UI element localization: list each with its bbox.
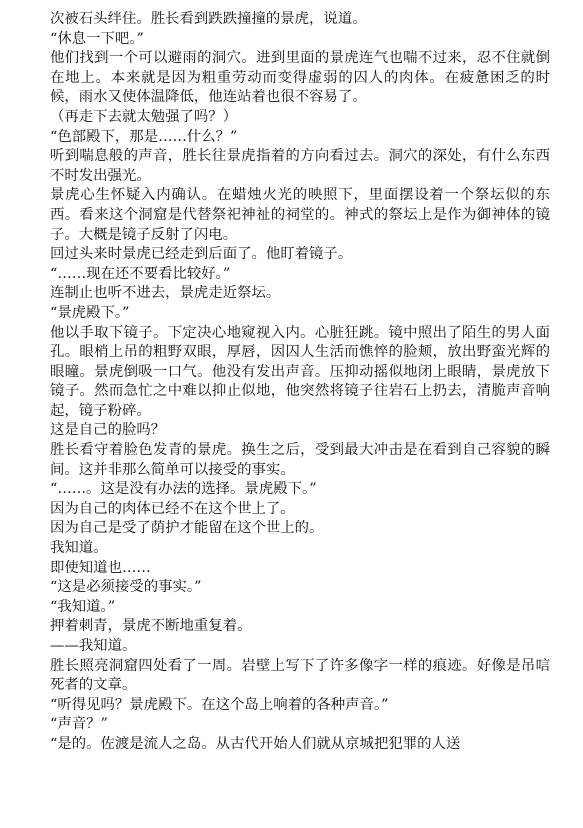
paragraph-15: “……。这是没有办法的选择。景虎殿下。”: [50, 481, 317, 498]
paragraph-27: “是的。佐渡是流人之岛。从古代开始人们就从京城把犯罪的人送: [50, 735, 461, 752]
paragraph-1: 次被石头绊住。胜长看到跌跌撞撞的景虎，说道。: [50, 11, 367, 27]
paragraph-11: “景虎殿下。”: [50, 304, 130, 321]
paragraph-17: 因为自己是受了荫护才能留在这个世上的。: [50, 520, 324, 537]
paragraph-8: 回过头来时景虎已经走到后面了。他盯着镜子。: [50, 246, 353, 263]
document-page: [50, 10, 550, 755]
paragraph-5: “色部殿下，那是……什么？”: [50, 128, 238, 145]
paragraph-22: 押着刺青，景虎不断地重复着。: [50, 618, 252, 635]
paragraph-12: 他以手取下镜子。下定决心地窥视入内。心脏狂跳。镜中照出了陌生的男人面孔。眼梢上吊的粗野双眼，厚唇，因囚人生活而憔悴的脸颊，放出野蛮光辉的眼瞳。景虎倒吸一口气。他没有发出声音。压抑动摇似地闭上眼睛，景虎放下镜子。然而急忙之中难以抑止似地，他突然将镜子往岩石上扔去，清脆声音响起，镜子粉碎。: [50, 324, 550, 419]
paragraph-18: 我知道。: [50, 540, 108, 557]
paragraph-24: 胜长照亮洞窟四处看了一周。岩壁上写下了许多像字一样的痕迹。好像是吊唁死者的文章。: [50, 657, 550, 694]
paragraph-10: 连制止也听不进去，景虎走近祭坛。: [50, 285, 281, 302]
paragraph-13: 这是自己的脸吗？: [50, 422, 166, 439]
paragraph-23: ——我知道。: [50, 638, 137, 654]
paragraph-6: 听到喘息般的声音，胜长往景虎指着的方向看过去。洞穴的深处，有什么东西不时发出强光。: [50, 148, 550, 184]
paragraph-9: “……现在还不要看比较好。”: [50, 265, 231, 282]
paragraph-26: “声音？”: [50, 716, 108, 733]
paragraph-3: 他们找到一个可以避雨的洞穴。进到里面的景虎连气也喘不过来，忍不住就倒在地上。本来就是因为粗重劳动而变得虚弱的囚人的肉体。在疲惫困乏的时候，雨水又使体温降低，他连站着也很不容易了。: [50, 50, 550, 106]
paragraph-7: 景虎心生怀疑入内确认。在蜡烛火光的映照下，里面摆设着一个祭坛似的东西。看来这个洞窟是代替祭祀神祉的祠堂的。神式的祭坛上是作为御神体的镜子。大概是镜子反射了闪电。: [50, 187, 550, 243]
paragraph-2: “休息一下吧。”: [50, 30, 144, 47]
paragraph-14: 胜长看守着脸色发青的景虎。换生之后，受到最大冲击是在看到自己容貌的瞬间。这并非那么简单可以接受的事实。: [50, 442, 550, 478]
paragraph-21: “我知道。”: [50, 598, 116, 615]
paragraph-16: 因为自己的肉体已经不在这个世上了。: [50, 500, 295, 517]
paragraph-20: “这是必须接受的事实。”: [50, 579, 202, 596]
paragraph-25: “听得见吗？景虎殿下。在这个岛上响着的各种声音。”: [50, 696, 389, 713]
paragraph-19: 即使知道也……: [50, 559, 151, 576]
paragraph-4: （再走下去就太勉强了吗？）: [50, 108, 238, 125]
